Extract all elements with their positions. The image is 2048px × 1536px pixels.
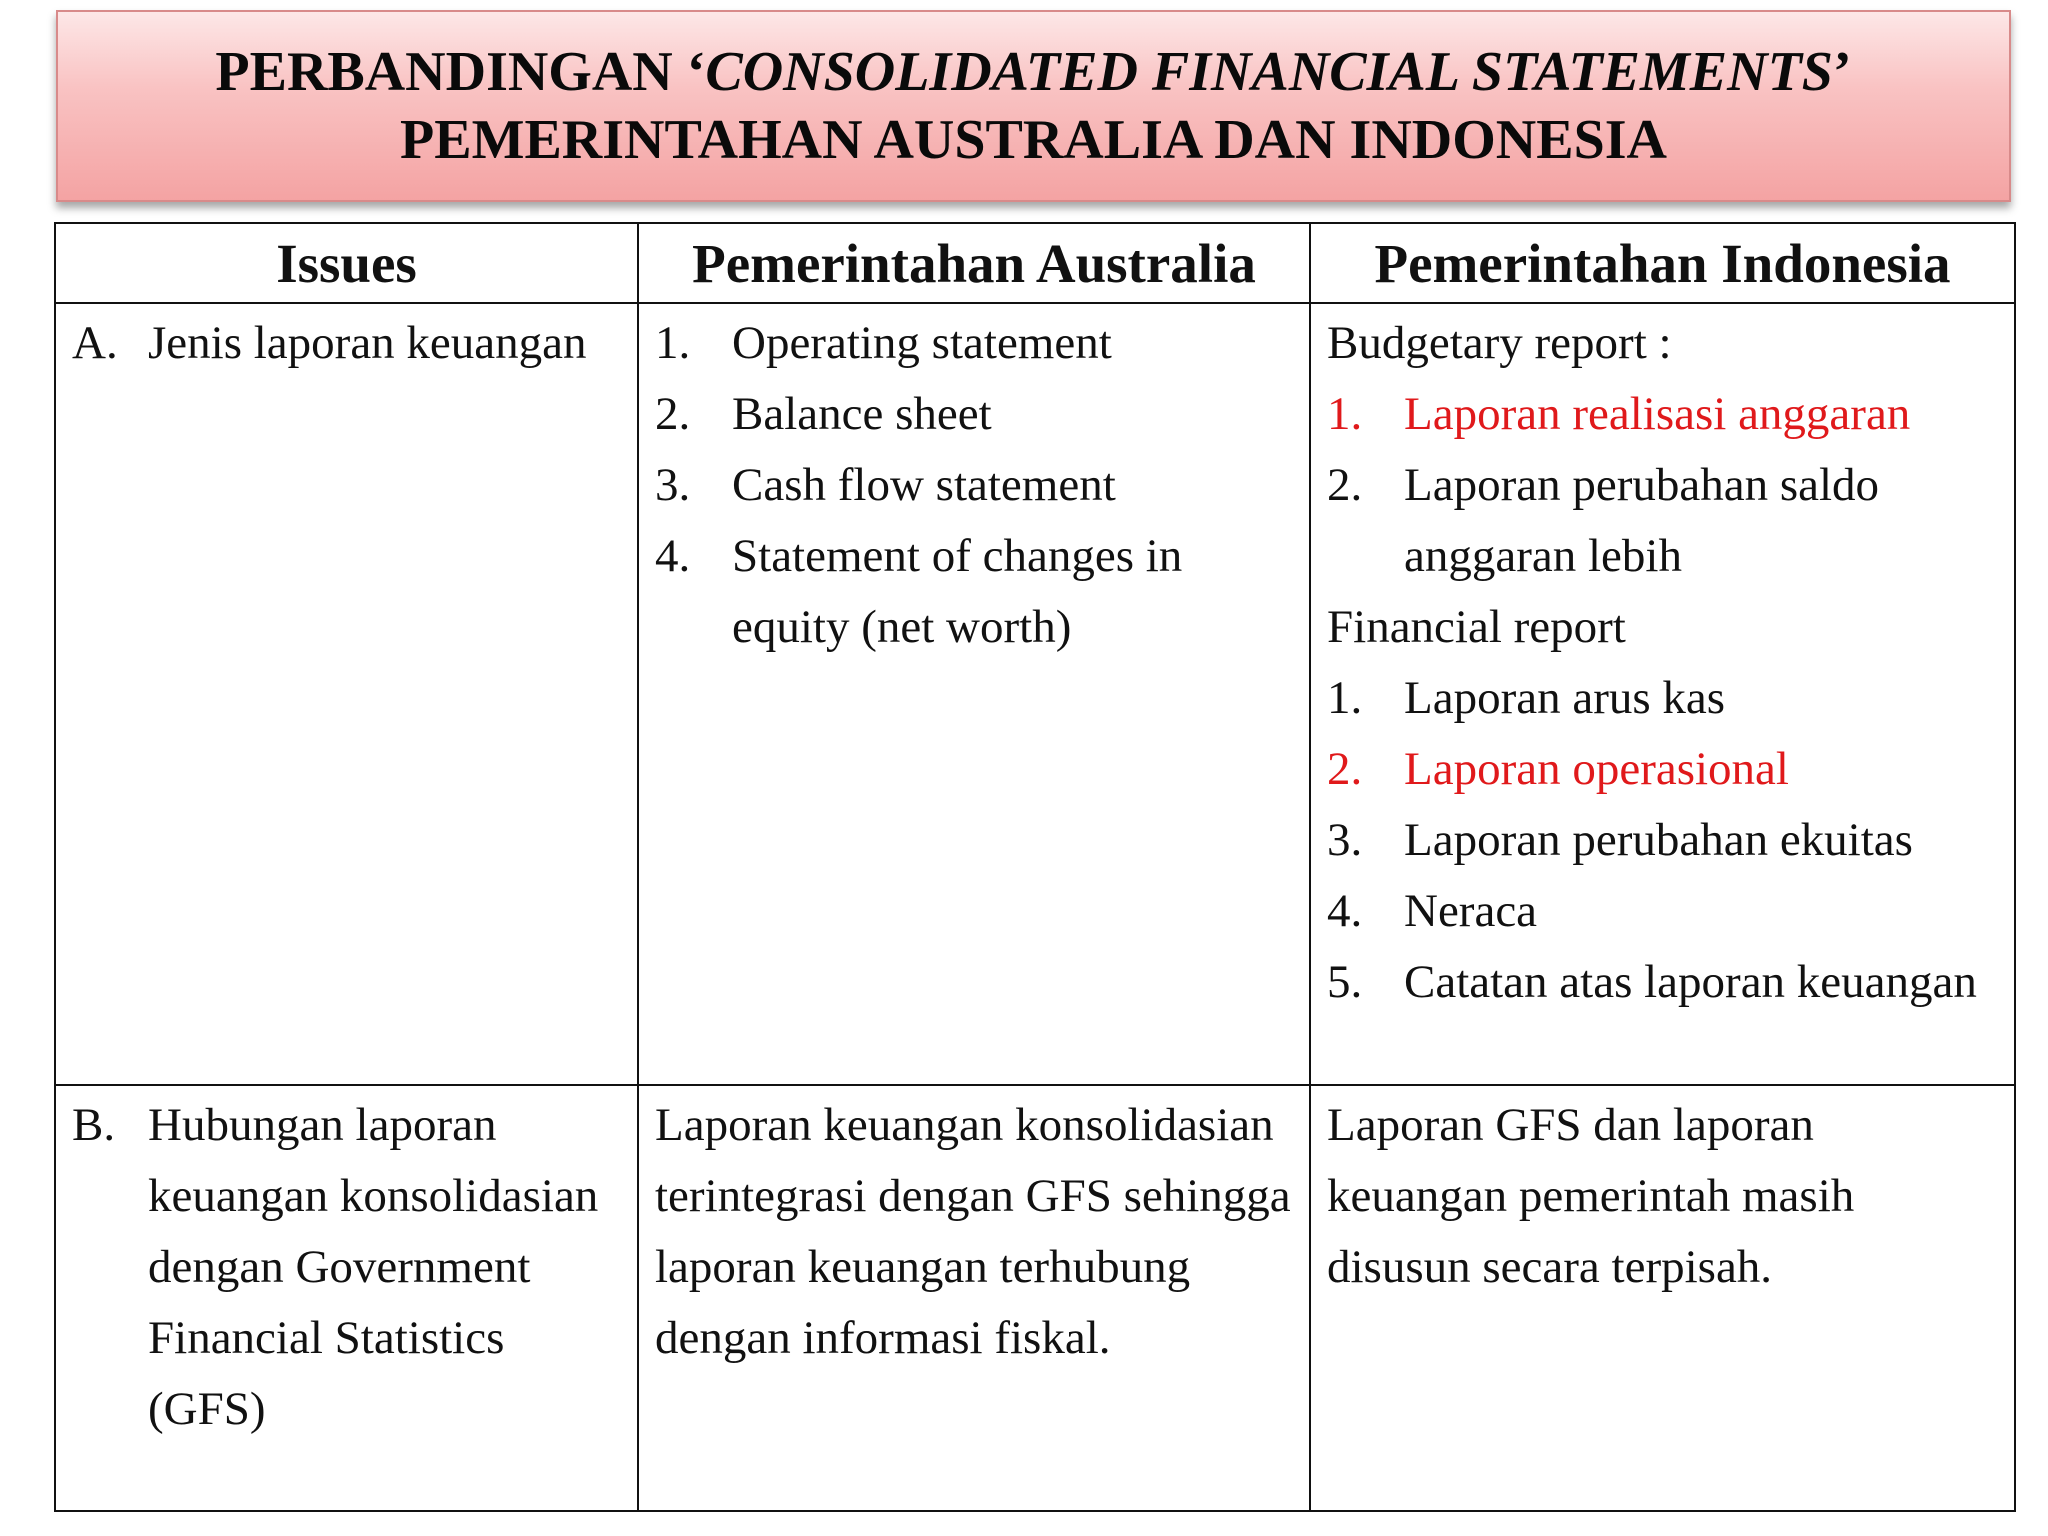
list-item-text: Laporan perubahan ekuitas [1404,814,1913,866]
list-item [655,521,1295,663]
list-item [1327,947,2000,1018]
budgetary-heading: Budgetary report : [1327,317,1672,369]
list-number: 4. [1327,885,1363,937]
list-number: 5. [1327,956,1363,1008]
list-number: 3. [655,459,691,511]
list-item [1327,450,2000,592]
slide-title-banner [56,10,2011,202]
list-number: 3. [1327,814,1363,866]
issue-text: Hubungan laporan keuangan konsolidasian dengan Government Financial Statistics (GFS) [148,1099,599,1435]
table-row [55,1085,2015,1511]
slide-title-line-1 [215,38,1851,106]
indonesia-cell-a [1310,303,2015,1085]
issue-b [72,1090,623,1445]
issue-cell-b [55,1085,638,1511]
list-item-text: Cash flow statement [732,459,1116,511]
list-item-text: Laporan realisasi anggaran [1404,388,1911,440]
title-suffix: ’ [1832,41,1852,103]
issue-cell-a [55,303,638,1085]
list-item-text: Laporan operasional [1404,743,1789,795]
list-item-text: Laporan arus kas [1404,672,1726,724]
list-number: 1. [1327,672,1363,724]
table-row [55,303,2015,1085]
financial-report-list [1327,663,2000,1018]
list-item-text: Operating statement [732,317,1112,369]
comparison-table [54,222,2016,1512]
list-item [1327,734,2000,805]
table-header-row [55,223,2015,303]
list-item [1327,663,2000,734]
australia-cell-a [638,303,1310,1085]
budgetary-report-list [1327,379,2000,592]
header-australia: Pemerintahan Australia [638,223,1310,303]
issue-a [72,308,623,379]
list-item [655,450,1295,521]
list-item-text: Catatan atas laporan keuangan [1404,956,1977,1008]
slide-title-line-2: PEMERINTAHAN AUSTRALIA DAN INDONESIA [400,109,1667,171]
financial-heading: Financial report [1327,601,1626,653]
title-italic-term: CONSOLIDATED FINANCIAL STATEMENTS [705,41,1833,103]
list-item [1327,876,2000,947]
issue-text: Jenis laporan keuangan [148,317,587,369]
issue-letter: A. [72,317,118,369]
indonesia-cell-b: Laporan GFS dan laporan keuangan pemerintah masih disusun secara terpisah. [1310,1085,2015,1511]
list-number: 2. [655,388,691,440]
australia-report-list [655,308,1295,663]
list-number: 2. [1327,459,1363,511]
list-item [1327,805,2000,876]
list-item-text: Balance sheet [732,388,992,440]
list-item-text: Statement of changes in equity (net worth) [732,530,1183,653]
list-item [655,308,1295,379]
header-issues: Issues [55,223,638,303]
title-prefix: PERBANDINGAN ‘ [215,41,706,103]
list-item [1327,379,2000,450]
list-number: 2. [1327,743,1363,795]
list-number: 1. [655,317,691,369]
header-indonesia: Pemerintahan Indonesia [1310,223,2015,303]
list-number: 1. [1327,388,1363,440]
list-item [655,379,1295,450]
list-item-text: Laporan perubahan saldo anggaran lebih [1404,459,1880,582]
list-item-text: Neraca [1404,885,1538,937]
australia-cell-b: Laporan keuangan konsolidasian terintegrasi dengan GFS sehingga laporan keuangan terhubung dengan informasi fiskal. [638,1085,1310,1511]
list-number: 4. [655,530,691,582]
issue-letter: B. [72,1099,116,1151]
